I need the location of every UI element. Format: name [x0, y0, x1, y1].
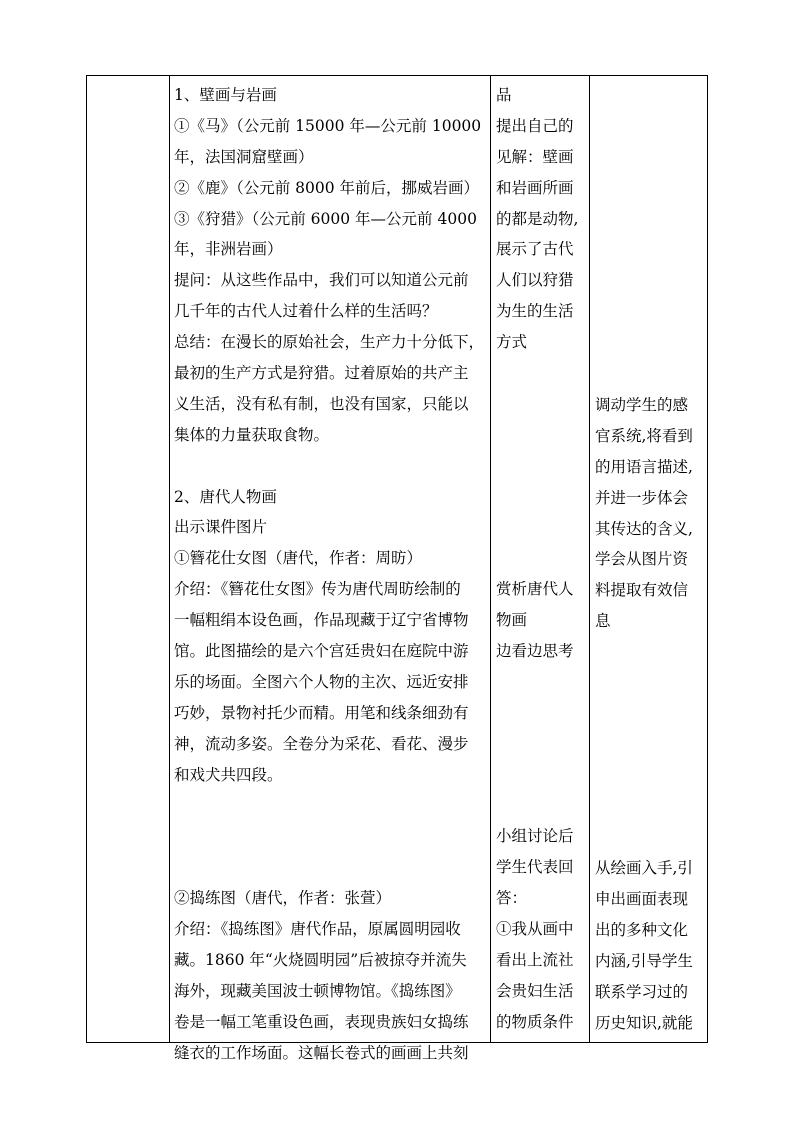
purpose-line: 历史知识,就能: [595, 1013, 693, 1032]
purpose-line: 并进一步体会: [595, 488, 689, 507]
question-line1: 提问：从这些作品中，我们可以知道公元前: [174, 271, 469, 290]
column-divider-1: [169, 76, 170, 1042]
question-line2: 几千年的古代人过着什么样的生活吗？: [174, 302, 438, 321]
blank-line: [496, 389, 589, 420]
blank-line: [174, 821, 494, 852]
purpose-line: 出的多种文化: [595, 921, 689, 940]
student-line: 见解：壁画: [496, 147, 574, 166]
intro2-line5: 缝衣的工作场面。这幅长卷式的画画上共刻: [174, 1043, 469, 1062]
purpose-line: 料提取有效信: [595, 581, 689, 600]
student-line: 会贵妇生活: [496, 981, 574, 1000]
intro1-line4: 乐的场面。全图六个人物的主次、远近安排: [174, 672, 469, 691]
blank-line: [595, 761, 707, 792]
student-line: 提出自己的: [496, 116, 574, 135]
teacher-activity-column: [174, 80, 494, 1069]
blank-line: [595, 699, 707, 730]
blank-line: [496, 729, 589, 760]
student-line: 为生的生活: [496, 302, 574, 321]
intro2-line2: 藏。1860 年“火烧圆明园”后被掠夺并流失: [174, 950, 467, 969]
intro1-line3: 馆。此图描绘的是六个宫廷贵妇在庭院中游: [174, 642, 469, 661]
intro1-line5: 巧妙，景物衬托少而精。用笔和线条细劲有: [174, 703, 469, 722]
intro1-line1: 介绍：《簪花仕女图》传为唐代周昉绘制的: [174, 580, 461, 599]
student-line: 答：: [496, 889, 528, 908]
student-line: 方式: [496, 333, 528, 352]
student-activity-column: [496, 80, 589, 1038]
intro2-line1: 介绍：《捣练图》唐代作品，原属圆明园收: [174, 920, 461, 939]
summary-line1: 总结：在漫长的原始社会，生产力十分低下，: [174, 333, 485, 352]
blank-line: [496, 451, 589, 482]
column-divider-3: [589, 76, 590, 1042]
blank-line: [174, 790, 494, 821]
painting2-title: ②捣练图（唐代，作者：张萱）: [174, 889, 392, 908]
student-line: 的都是动物,: [496, 209, 579, 228]
summary-line2: 最初的生产方式是狩猎。过着原始的共产主: [174, 364, 469, 383]
purpose-line: 的用语言描述,: [595, 457, 693, 476]
intro1-line6: 神，流动多姿。全卷分为采花、看花、漫步: [174, 734, 469, 753]
blank-line: [595, 822, 707, 853]
item1-line2: 年，法国洞窟壁画）: [174, 147, 314, 166]
blank-line: [496, 760, 589, 791]
blank-line: [496, 358, 589, 389]
student-line: ①我从画中: [496, 920, 574, 939]
blank-line: [496, 482, 589, 513]
blank-line: [595, 730, 707, 761]
purpose-line: 学会从图片资: [595, 550, 689, 569]
purpose-line: 内涵,引导学生: [595, 952, 693, 971]
student-line: 学生代表回: [496, 858, 574, 877]
student-line: 品: [496, 86, 512, 104]
student-line: 和岩画所画: [496, 178, 574, 197]
item2: ②《鹿》（公元前 8000 年前后，挪威岩画）: [174, 178, 480, 197]
blank-line: [174, 451, 494, 482]
blank-line: [496, 698, 589, 729]
blank-line: [174, 852, 494, 883]
section1-title: 1、壁画与岩画: [174, 86, 277, 104]
blank-line: [595, 792, 707, 823]
student-line: 人们以狩猎: [496, 271, 574, 290]
student-line: 的物质条件: [496, 1012, 574, 1031]
show-images: 出示课件图片: [174, 518, 268, 537]
blank-line: [595, 637, 707, 668]
intro2-line4: 卷是一幅工笔重设色画，表现贵族妇女捣练: [174, 1012, 469, 1031]
purpose-line: 官系统,将看到: [595, 426, 693, 445]
lesson-plan-table: [86, 75, 708, 1062]
blank-line: [496, 667, 589, 698]
blank-line: [595, 668, 707, 699]
summary-line4: 集体的力量获取食物。: [174, 425, 330, 444]
student-line: 小组讨论后: [496, 827, 574, 846]
student-line: 物画: [496, 611, 528, 630]
blank-line: [496, 543, 589, 574]
student-line: 看出上流社: [496, 950, 574, 969]
purpose-line: 联系学习过的: [595, 982, 689, 1001]
blank-line: [496, 790, 589, 821]
painting1-title: ①簪花仕女图（唐代，作者：周昉）: [174, 549, 423, 568]
student-line: 赏析唐代人: [496, 580, 574, 599]
purpose-line: 申出画面表现: [595, 890, 689, 909]
intro2-line3: 海外，现藏美国波士顿博物馆。《捣练图》: [174, 981, 461, 1000]
blank-line: [496, 420, 589, 451]
summary-line3: 义生活，没有私有制，也没有国家，只能以: [174, 394, 469, 413]
purpose-line: 调动学生的感: [595, 396, 689, 414]
purpose-line: 息: [595, 612, 611, 631]
purpose-line: 其传达的含义,: [595, 519, 693, 538]
purpose-line: 从绘画入手,引: [595, 859, 693, 878]
blank-line: [496, 512, 589, 543]
intro1-line7: 和戏犬共四段。: [174, 765, 283, 784]
design-purpose-column: [595, 390, 707, 1039]
item3-line2: 年，非洲岩画）: [174, 240, 283, 259]
student-line: 展示了古代: [496, 240, 574, 259]
student-line: 边看边思考: [496, 642, 574, 661]
item1-line1: ①《马》（公元前 15000 年—公元前 10000: [174, 116, 482, 135]
item3-line1: ③《狩猎》（公元前 6000 年—公元前 4000: [174, 209, 477, 228]
intro1-line2: 一幅粗绢本设色画，作品现藏于辽宁省博物: [174, 611, 469, 630]
section2-title: 2、唐代人物画: [174, 487, 277, 506]
